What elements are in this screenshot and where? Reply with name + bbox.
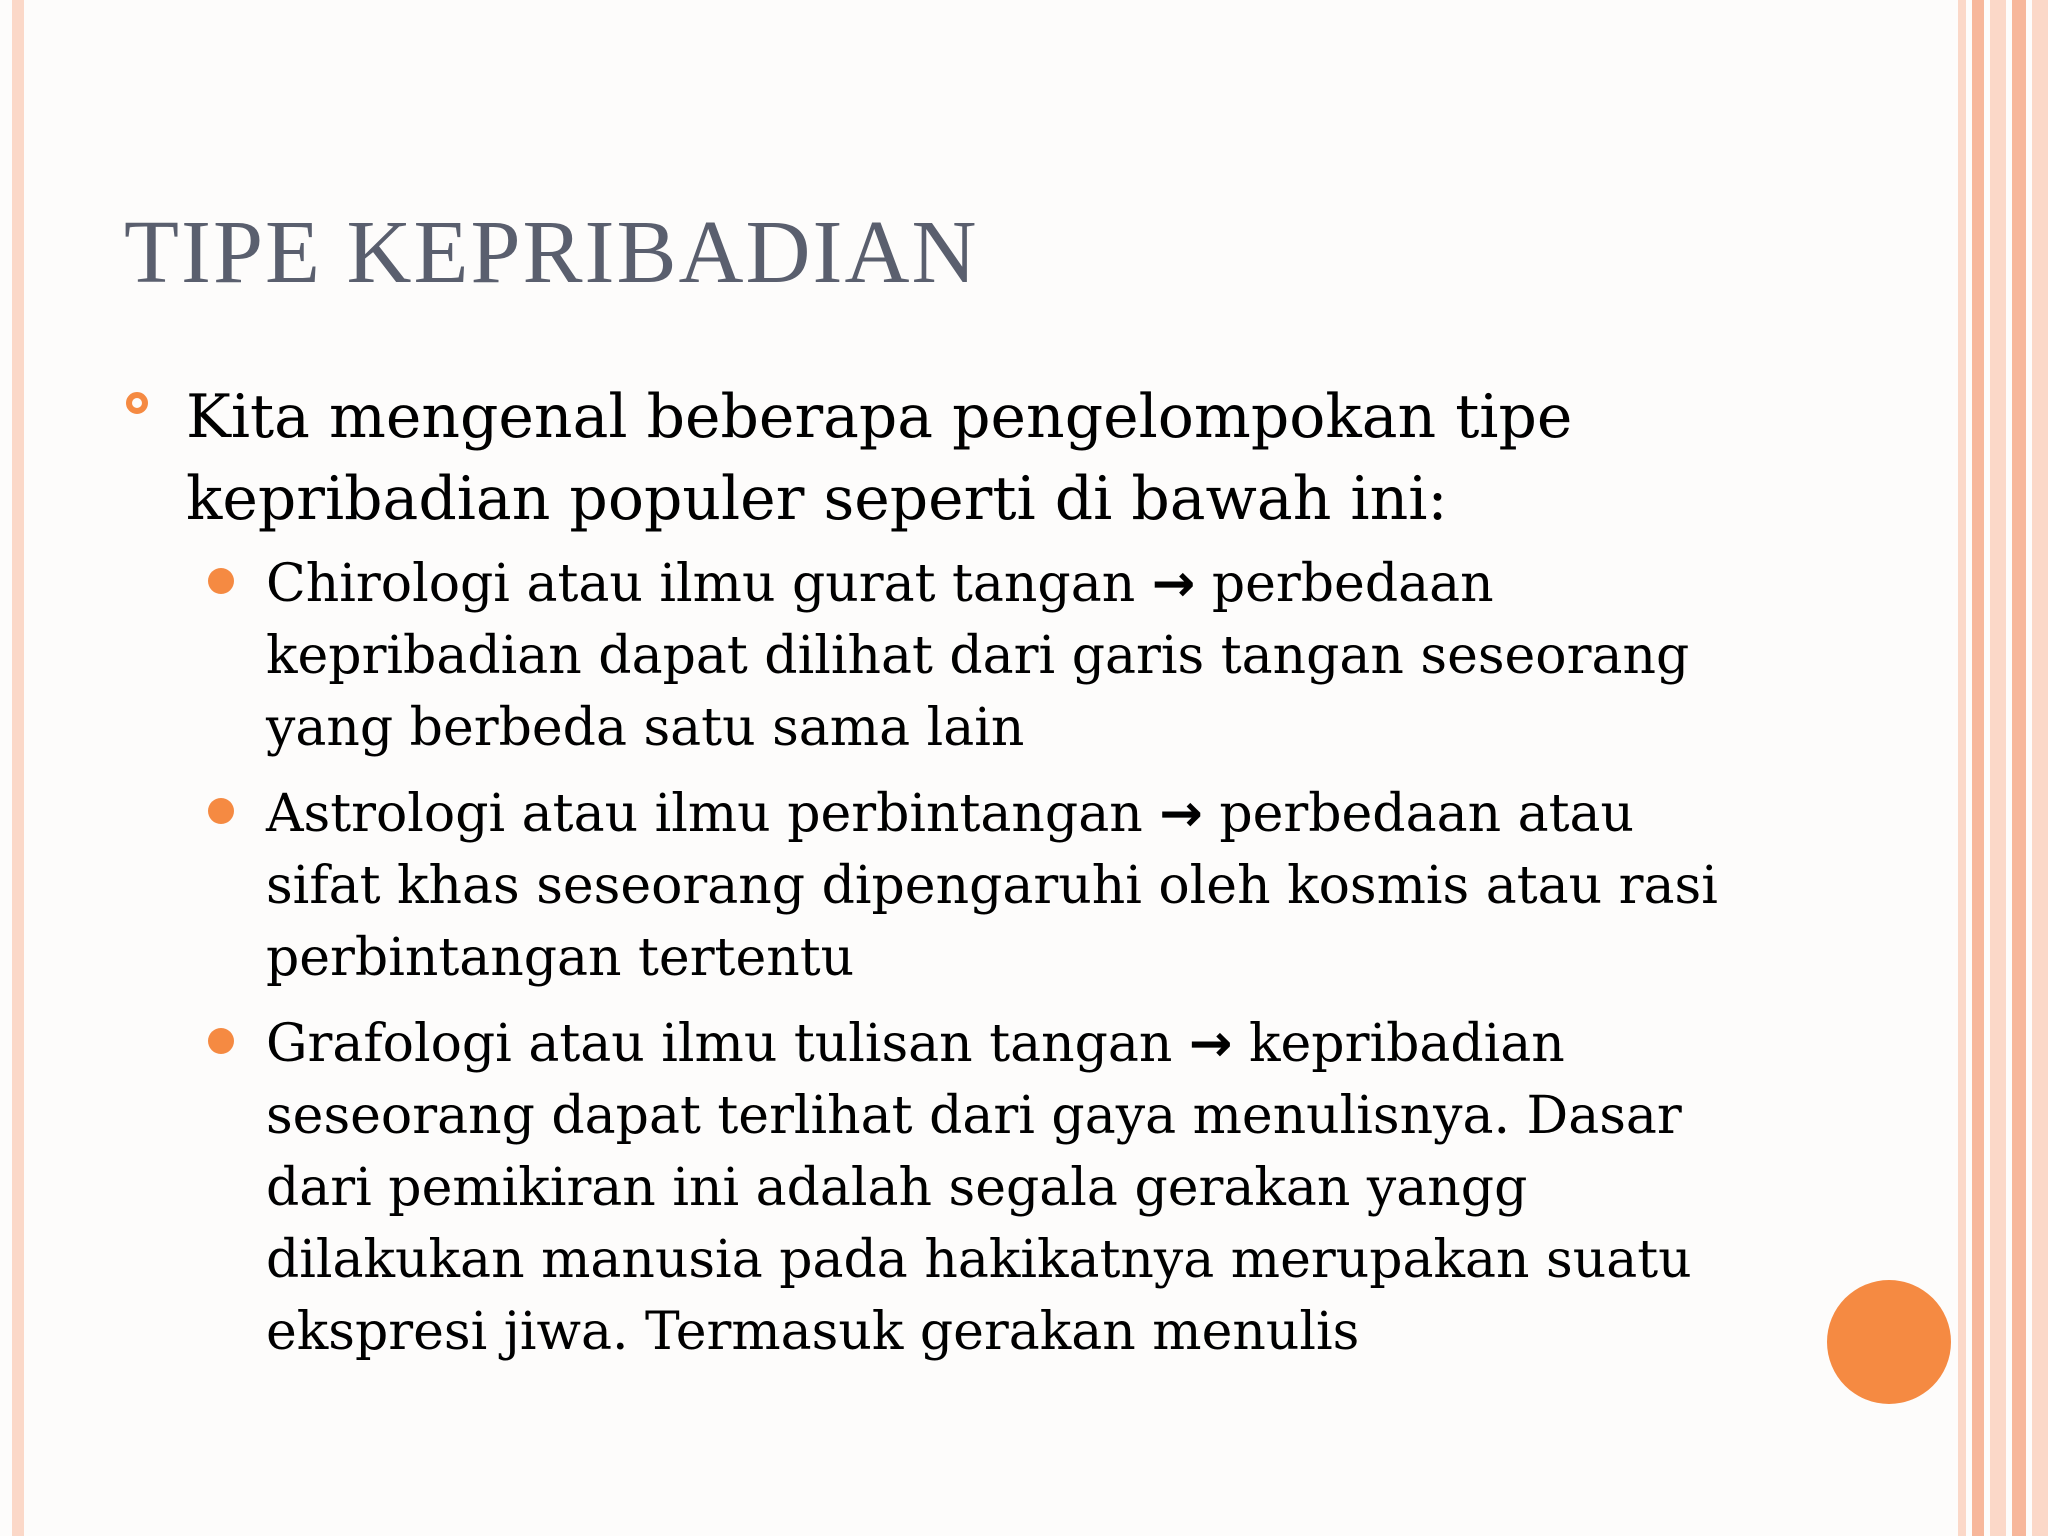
arrow-right-icon: →: [1151, 554, 1196, 614]
arrow-right-icon: →: [1188, 1014, 1233, 1074]
list-item: [266, 1008, 1756, 1368]
item-description: perbedaan atau sifat khas seseorang dipengaruhi oleh kosmis atau rasi perbintangan tertentu: [266, 784, 1718, 988]
list-item: [266, 778, 1756, 994]
item-term: Chirologi atau ilmu gurat tangan: [266, 554, 1136, 614]
arrow-right-icon: →: [1159, 784, 1203, 844]
right-border-band-3: [1990, 0, 2006, 1536]
bullet-list: [266, 548, 1756, 1382]
bullet-dot-icon: [208, 798, 234, 824]
right-border-band-2: [1972, 0, 1984, 1536]
intro-text: Kita mengenal beberapa pengelompokan tipe kepribadian populer seperti di bawah ini:: [186, 382, 1573, 534]
left-border-band: [12, 0, 24, 1536]
list-item: [266, 548, 1756, 764]
bullet-dot-icon: [208, 1028, 234, 1054]
bullet-dot-icon: [208, 568, 234, 594]
item-term: Astrologi atau ilmu perbintangan: [266, 784, 1143, 844]
item-description: kepribadian seseorang dapat terlihat dari gaya menulisnya. Dasar dari pemikiran ini adalah segala gerakan yangg dilakukan manusia pada hakikatnya merupakan suatu ekspresi jiwa. Termasuk gerakan menulis: [266, 1014, 1692, 1362]
slide-title: TIPE KEPRIBADIAN: [124, 203, 979, 302]
right-border-band-5: [2032, 0, 2048, 1536]
item-description: perbedaan kepribadian dapat dilihat dari garis tangan seseorang yang berbeda satu sama lain: [266, 554, 1690, 758]
right-border-band-1: [1958, 0, 1966, 1536]
item-term: Grafologi atau ilmu tulisan tangan: [266, 1014, 1173, 1074]
ring-bullet-icon: [126, 392, 148, 414]
decorative-circle-icon: [1827, 1280, 1951, 1404]
right-border-band-4: [2012, 0, 2026, 1536]
